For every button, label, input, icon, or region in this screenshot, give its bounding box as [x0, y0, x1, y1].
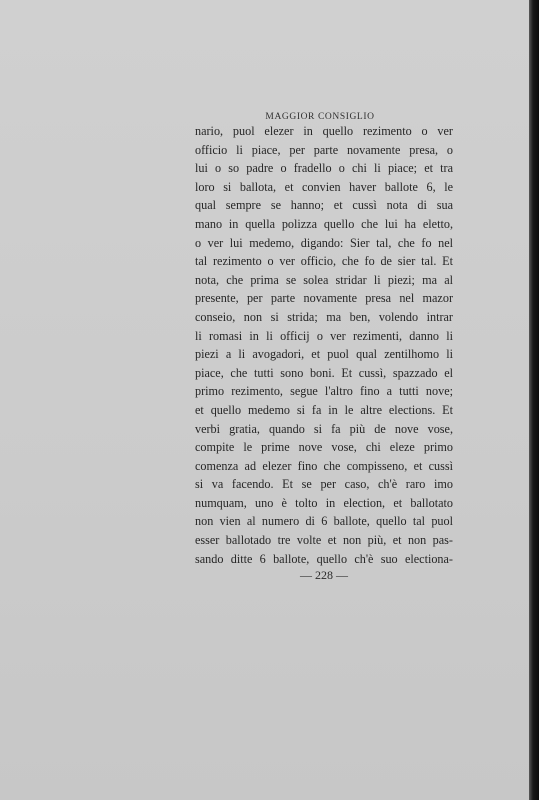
- text-line: verbi gratia, quando si fa più de nove vose,: [195, 421, 453, 436]
- text-line: conseio, non si strida; ma ben, volendo intrar: [195, 309, 453, 324]
- text-line: lui o so padre o fradello o chi li piace; et tra: [195, 161, 453, 176]
- text-line: et quello medemo si fa in le altre elections. Et: [195, 402, 453, 417]
- text-line: tal rezimento o ver officio, che fo de sier tal. Et: [195, 254, 453, 269]
- text-line: qual sempre se hanno; et cussì nota di sua: [195, 198, 453, 213]
- text-line: officio li piace, per parte novamente presa, o: [195, 142, 453, 157]
- text-line: presente, per parte novamente presa nel mazor: [195, 291, 453, 306]
- text-line: o ver lui medemo, digando: Sier tal, che fo nel: [195, 235, 453, 250]
- text-line: numquam, uno è tolto in election, et ballotato: [195, 495, 453, 510]
- text-line: li romasi in li officij o ver rezimenti, danno li: [195, 328, 453, 343]
- book-binding-edge: [529, 0, 539, 800]
- text-line: piace, che tutti sono boni. Et cussì, spazzado el: [195, 365, 453, 380]
- text-line: loro si ballota, et convien haver ballote 6, le: [195, 179, 453, 194]
- text-line: esser ballotado tre volte et non più, et non pas-: [195, 533, 453, 548]
- body-text: [195, 122, 453, 568]
- text-line: mano in quella polizza quello che lui ha eletto,: [195, 216, 453, 231]
- text-line: si va facendo. Et se per caso, ch'è raro imo: [195, 477, 453, 492]
- text-line: sando ditte 6 ballote, quello ch'è suo electiona-: [195, 551, 453, 566]
- text-line: comenza ad elezer fino che compisseno, et cussì: [195, 458, 453, 473]
- running-head: MAGGIOR CONSIGLIO: [265, 112, 375, 122]
- text-line: non vien al numero di 6 ballote, quello tal puol: [195, 514, 453, 529]
- text-line: nota, che prima se solea stridar li piezi; ma al: [195, 272, 453, 287]
- text-line: compite le prime nove vose, chi eleze primo: [195, 440, 453, 455]
- text-line: nario, puol elezer in quello rezimento o ver: [195, 124, 453, 138]
- text-line: piezi a li avogadori, et puol qual zentilhomo li: [195, 347, 453, 362]
- text-line: primo rezimento, segue l'altro fino a tutti nove;: [195, 384, 453, 399]
- page-number: — 228 —: [300, 568, 348, 582]
